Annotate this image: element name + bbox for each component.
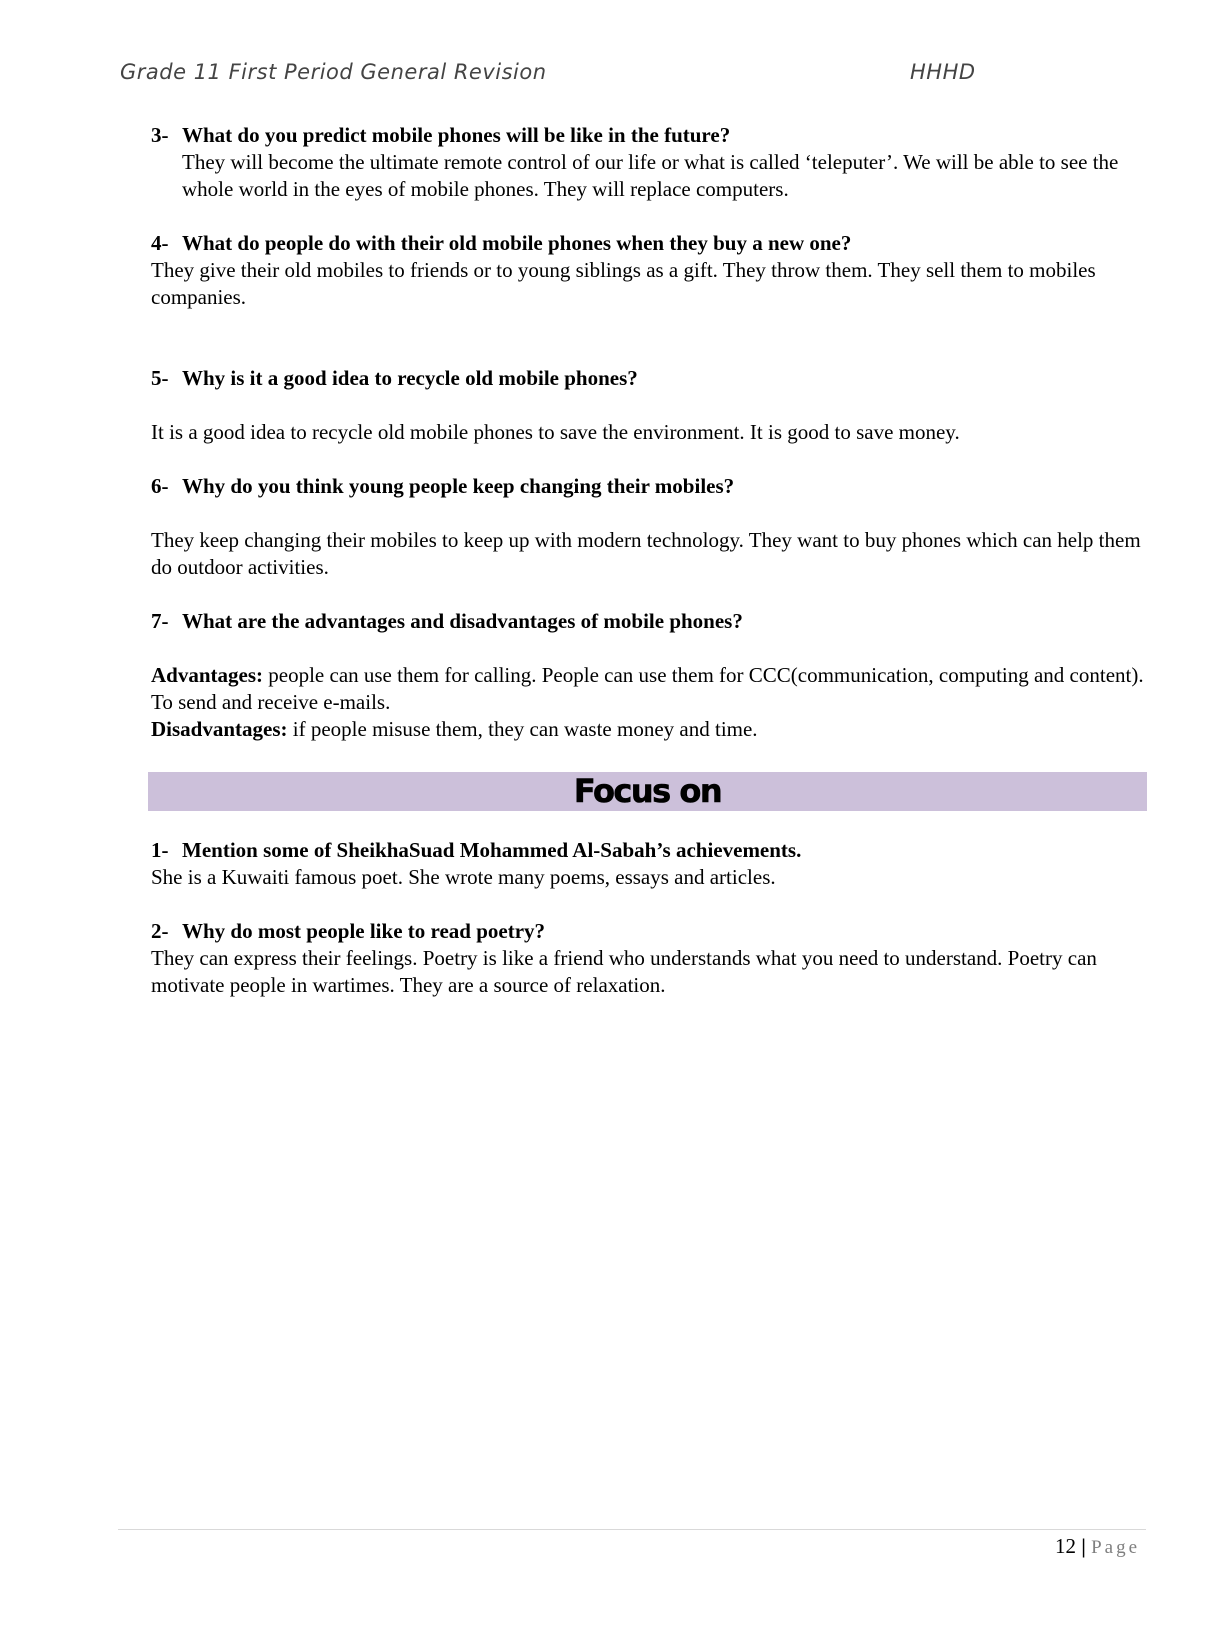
footer-divider xyxy=(118,1529,1146,1530)
question-number: 1- xyxy=(151,838,169,862)
answer-3: They will become the ultimate remote control of our life or what is called ‘teleputer’. We will be able to see the whole world in the eyes of mobile phones. They will replace computers. xyxy=(182,150,1119,201)
questions-section xyxy=(151,122,1146,743)
advantages-text: people can use them for calling. People can use them for CCC(communication, computing and content). To send and receive e-mails. xyxy=(151,663,1144,714)
question-3 xyxy=(151,122,1146,149)
focus-answer-1: She is a Kuwaiti famous poet. She wrote many poems, essays and articles. xyxy=(151,865,776,889)
disadvantages-text: if people misuse them, they can waste money and time. xyxy=(287,717,758,741)
header-title: Grade 11 First Period General Revision xyxy=(120,60,547,84)
focus-question-1 xyxy=(151,837,1146,864)
question-number: 5- xyxy=(151,366,169,390)
header-author: HHHD xyxy=(910,60,976,84)
disadvantages-paragraph xyxy=(151,716,1146,743)
page-number: 12 xyxy=(1054,1534,1076,1558)
question-text: What are the advantages and disadvantages of mobile phones? xyxy=(182,609,743,633)
page-header xyxy=(120,60,1000,90)
question-5 xyxy=(151,365,1146,392)
question-7 xyxy=(151,608,1146,635)
question-text: What do you predict mobile phones will be like in the future? xyxy=(182,123,731,147)
focus-question-2 xyxy=(151,918,1146,945)
question-number: 4- xyxy=(151,231,169,255)
advantages-label: Advantages: xyxy=(151,663,264,687)
focus-answer-2: They can express their feelings. Poetry is like a friend who understands what you need to understand. Poetry can motivate people in wartimes. They are a source of relaxation. xyxy=(151,946,1097,997)
question-number: 7- xyxy=(151,609,169,633)
focus-on-title: Focus on xyxy=(573,772,722,810)
disadvantages-label: Disadvantages: xyxy=(151,717,288,741)
question-number: 3- xyxy=(151,123,169,147)
question-text: Mention some of SheikhaSuad Mohammed Al-Sabah’s achievements. xyxy=(182,838,802,862)
question-text: Why do you think young people keep changing their mobiles? xyxy=(182,474,735,498)
question-text: Why is it a good idea to recycle old mobile phones? xyxy=(182,366,638,390)
advantages-paragraph xyxy=(151,662,1146,716)
question-number: 2- xyxy=(151,919,169,943)
answer-5: It is a good idea to recycle old mobile phones to save the environment. It is good to save money. xyxy=(151,420,960,444)
answer-4: They give their old mobiles to friends or to young siblings as a gift. They throw them. They sell them to mobiles companies. xyxy=(151,258,1096,309)
page-footer xyxy=(1055,1533,1140,1561)
page-word: Page xyxy=(1091,1537,1140,1558)
question-text: What do people do with their old mobile phones when they buy a new one? xyxy=(182,231,852,255)
question-number: 6- xyxy=(151,474,169,498)
answer-6: They keep changing their mobiles to keep up with modern technology. They want to buy phones which can help them do outdoor activities. xyxy=(151,528,1141,579)
focus-section xyxy=(151,837,1146,999)
question-4 xyxy=(151,230,1146,257)
question-6 xyxy=(151,473,1146,500)
focus-on-banner xyxy=(148,772,1147,811)
page-separator: | xyxy=(1081,1534,1086,1558)
question-text: Why do most people like to read poetry? xyxy=(182,919,546,943)
